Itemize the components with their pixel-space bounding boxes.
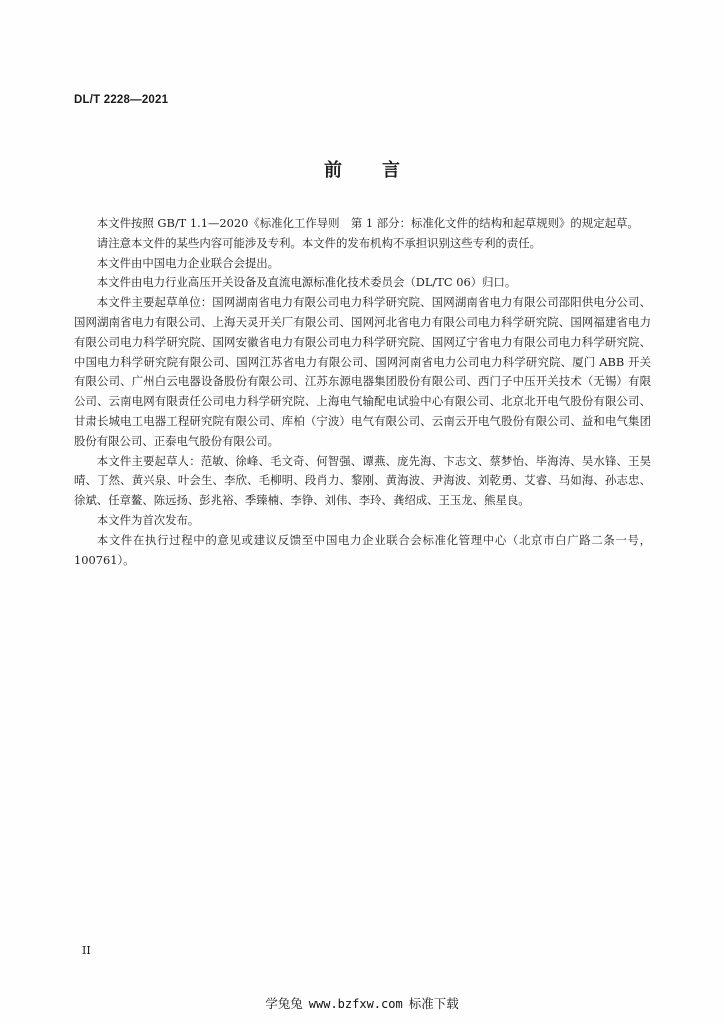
title-char-2: 言 [382,160,400,181]
page-number: II [82,944,91,957]
paragraph-drafting-organizations: 本文件主要起草单位：国网湖南省电力有限公司电力科学研究院、国网湖南省电力有限公司邵阳供电分公司、国网湖南省电力有限公司、上海天灵开关厂有限公司、国网河北省电力有限公司电力科学研究院、国网福建省电力有限公司电力科学研究院、国网安徽省电力有限公司电力科学研究院、国网辽宁省电力有限公司电力科学研究院、中国电力科学研究院有限公司、国网江苏省电力有限公司、国网河南省电力公司电力科学研究院、厦门 ABB 开关有限公司、广州白云电器设备股份有限公司、江苏东源电器集团股份有限公司、西门子中压开关技术（无锡）有限公司、云南电网有限责任公司电力科学研究院、上海电气输配电试验中心有限公司、北京北开电气股份有限公司、甘肃长城电工电器工程研究院有限公司、库柏（宁波）电气有限公司、云南云开电气股份有限公司、益和电气集团股份有限公司、正泰电气股份有限公司。 [74,295,651,448]
paragraph-proposer: 本文件由中国电力企业联合会提出。 [96,255,280,270]
paragraph-committee: 本文件由电力行业高压开关设备及直流电源标准化技术委员会（DL/TC 06）归口。 [96,275,517,290]
paragraph-drafters: 本文件主要起草人：范敏、徐峰、毛文奇、何智强、谭燕、庞先海、卞志文、蔡梦怡、毕海涛、吴水锋、王昊晴、丁然、黄兴泉、叶会生、李欣、毛柳明、段肖力、黎刚、黄海波、尹海波、刘乾勇、艾睿、马如海、孙志忠、徐斌、任章鳌、陈远扬、彭兆裕、季臻楠、李铮、刘伟、李玲、龚绍成、王玉龙、熊星良。 [74,453,651,508]
download-footer [0,994,724,1012]
footer-tagline: 标准下载 [408,996,459,1011]
footer-site-name: 学兔兔 [265,996,303,1011]
paragraph-drafting-rules: 本文件按照 GB/T 1.1—2020《标准化工作导则 第 1 部分：标准化文件的结构和起草规则》的规定起草。 [96,216,639,230]
paragraph-first-release: 本文件为首次发布。 [96,512,200,527]
page-title [0,156,724,182]
footer-url[interactable]: www.bzfxw.com [308,997,403,1011]
paragraph-patent-notice: 请注意本文件的某些内容可能涉及专利。本文件的发布机构不承担识别这些专利的责任。 [96,235,542,250]
document-code: DL/T 2228—2021 [74,94,169,106]
title-char-1: 前 [324,160,342,181]
foreword-body [74,214,651,570]
paragraph-feedback: 本文件在执行过程中的意见或建议反馈至中国电力企业联合会标准化管理中心（北京市白广路二条一号，100761）。 [74,532,651,567]
